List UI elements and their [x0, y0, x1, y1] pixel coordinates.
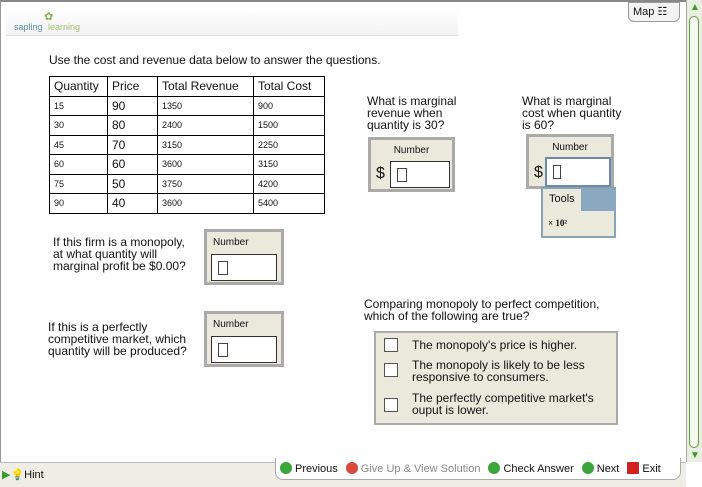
- col-header: Total Cost: [254, 77, 325, 97]
- give-up-icon: [346, 462, 358, 474]
- sapling-logo: [6, 8, 458, 36]
- table-header: [50, 77, 325, 97]
- cell: 15: [50, 96, 108, 116]
- question-monopoly-quantity: If this firm is a monopoly, at what quantity will marginal profit be $0.00?: [53, 235, 186, 273]
- cell: 45: [50, 135, 108, 155]
- give-up-button[interactable]: [346, 462, 481, 475]
- logo-text-right: learning: [48, 22, 81, 32]
- option-1[interactable]: [384, 338, 577, 352]
- scroll-down-icon[interactable]: ▼: [690, 450, 700, 461]
- number-box-mc: [526, 134, 614, 189]
- scrollbar-thumb[interactable]: [689, 16, 699, 448]
- tools-tab[interactable]: Tools: [543, 189, 581, 211]
- leaf-icon: ✿: [44, 11, 54, 23]
- sitemap-icon: ☷: [657, 6, 668, 18]
- option-2[interactable]: [384, 359, 604, 383]
- dollar-sign: $: [376, 165, 385, 182]
- cell: 90: [50, 194, 108, 214]
- dollar-sign: $: [534, 164, 543, 181]
- map-label: Map: [633, 6, 655, 18]
- map-button[interactable]: [628, 2, 680, 22]
- question-marginal-revenue: What is marginal revenue when quantity is 30?: [367, 94, 457, 132]
- cell: 75: [50, 174, 108, 194]
- cell: 3150: [158, 135, 254, 155]
- cell: 1500: [254, 116, 325, 136]
- table-row: [50, 116, 325, 136]
- competitive-quantity-input[interactable]: [211, 336, 277, 363]
- col-header: Price: [108, 77, 158, 97]
- question-comparison: Comparing monopoly to perfect competition, which of the following are true?: [364, 297, 600, 323]
- previous-button[interactable]: [280, 462, 338, 475]
- number-box-competitive: [204, 311, 284, 367]
- cell: 2400: [158, 116, 254, 136]
- give-up-label: Give Up & View Solution: [360, 463, 481, 475]
- exit-button[interactable]: [627, 462, 660, 475]
- table-row: [50, 135, 325, 155]
- scientific-notation-tool[interactable]: × 10²: [548, 218, 568, 228]
- mr-input[interactable]: [390, 161, 450, 188]
- cell: 70: [108, 135, 158, 155]
- play-icon: ▶: [2, 469, 11, 481]
- logo-text-left: sapling: [14, 22, 43, 32]
- next-icon: [582, 462, 594, 474]
- col-header: Quantity: [50, 77, 108, 97]
- question-competitive-quantity: If this is a perfectly competitive market, which quantity will be produced?: [48, 320, 187, 358]
- check-answer-button[interactable]: [488, 462, 573, 475]
- monopoly-quantity-input[interactable]: [211, 254, 277, 281]
- cell: 3150: [254, 155, 325, 175]
- next-button[interactable]: [582, 462, 620, 475]
- lightbulb-icon: 💡: [10, 469, 25, 481]
- tools-panel: [541, 187, 616, 238]
- exit-label: Exit: [642, 463, 661, 475]
- option-label: The monopoly is likely to be less responsive to consumers.: [412, 358, 585, 384]
- navigation-bar: [275, 458, 681, 480]
- table-row: [50, 155, 325, 175]
- next-label: Next: [596, 463, 620, 475]
- cell: 50: [108, 174, 158, 194]
- cell: 3750: [158, 174, 254, 194]
- number-box-monopoly: [204, 229, 284, 285]
- instructions: Use the cost and revenue data below to answer the questions.: [49, 53, 381, 67]
- table-row: [50, 174, 325, 194]
- question-marginal-cost: What is marginal cost when quantity is 60?: [522, 94, 622, 132]
- number-label: Number: [213, 237, 249, 248]
- multiple-choice-box: [374, 331, 618, 425]
- check-icon: [488, 462, 500, 474]
- number-label: Number: [393, 145, 430, 156]
- checkbox[interactable]: [384, 363, 398, 377]
- table-row: [50, 194, 325, 214]
- cell: 40: [108, 194, 158, 214]
- cell: 90: [108, 96, 158, 116]
- number-label: Number: [213, 319, 249, 330]
- number-label: Number: [552, 142, 588, 153]
- checkbox[interactable]: [384, 398, 398, 412]
- check-label: Check Answer: [503, 463, 574, 475]
- cell: 3600: [158, 194, 254, 214]
- option-label: The monopoly's price is higher.: [412, 338, 578, 352]
- col-header: Total Revenue: [158, 77, 254, 97]
- exit-icon: [627, 462, 639, 474]
- hint-button[interactable]: [2, 468, 44, 481]
- table-row: [50, 96, 325, 116]
- cell: 1350: [158, 96, 254, 116]
- checkbox[interactable]: [384, 338, 398, 352]
- cell: 4200: [254, 174, 325, 194]
- cell: 60: [50, 155, 108, 175]
- data-table: [49, 76, 325, 214]
- cell: 900: [254, 96, 325, 116]
- cell: 2250: [254, 135, 325, 155]
- mc-input[interactable]: [545, 157, 611, 187]
- cell: 80: [108, 116, 158, 136]
- cell: 60: [108, 155, 158, 175]
- option-label: The perfectly competitive market's ouput is lower.: [412, 391, 594, 417]
- number-box-mr: [368, 137, 455, 192]
- scroll-up-icon[interactable]: ▲: [690, 2, 700, 13]
- cell: 5400: [254, 194, 325, 214]
- cell: 3600: [158, 155, 254, 175]
- previous-label: Previous: [295, 463, 338, 475]
- hint-label: Hint: [24, 469, 44, 481]
- option-3[interactable]: [384, 392, 609, 416]
- previous-icon: [280, 462, 292, 474]
- cell: 30: [50, 116, 108, 136]
